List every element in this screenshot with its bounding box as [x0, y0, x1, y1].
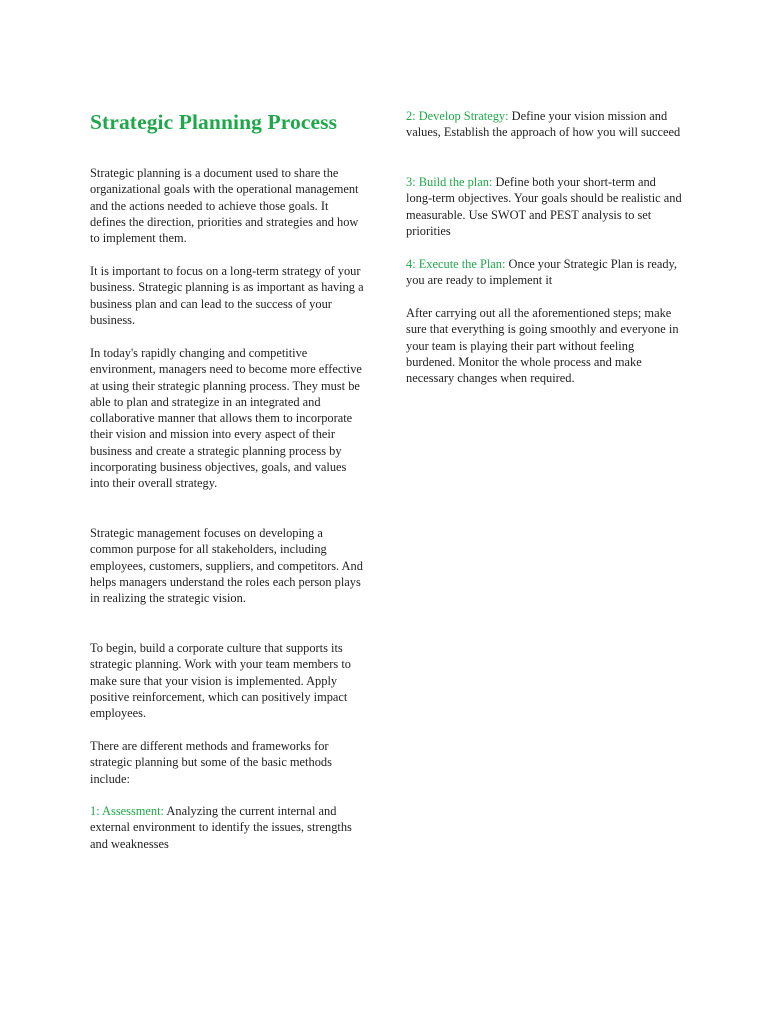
step-text: Define both your short-term and long-term objectives. Your goals should be realistic and measurable. Use SWOT and PEST analysis to set priorities [406, 175, 682, 238]
paragraph-management: Strategic management focuses on developing a common purpose for all stakeholders, including employees, customers, suppliers, and competitors. And helps managers understand the roles each person plays in realizing the strategic vision. [90, 526, 363, 606]
paragraph-importance: It is important to focus on a long-term strategy of your business. Strategic planning is as important as having a business plan and can lead to the success of your business. [90, 264, 364, 327]
paragraph-methods-intro: There are different methods and frameworks for strategic planning but some of the basic methods include: [90, 739, 332, 786]
paragraph-culture: To begin, build a corporate culture that supports its strategic planning. Work with your team members to make sure that your vision is implemented. Apply positive reinforcement, which can positively impact employees. [90, 641, 351, 721]
step-lead: 1: Assessment: [90, 804, 165, 818]
step-execute-plan [406, 256, 682, 289]
step-text: Analyzing the current internal and external environment to identify the issues, strengths and weaknesses [90, 804, 352, 851]
page-title: Strategic Planning Process [90, 110, 338, 134]
step-lead: 3: Build the plan: [406, 175, 493, 189]
paragraph-closing: After carrying out all the aforementioned steps; make sure that everything is going smoothly and everyone in your team is playing their part without feeling burdened. Monitor the whole process and make necessary changes when required. [406, 306, 679, 386]
paragraph-definition: Strategic planning is a document used to share the organizational goals with the operational management and the actions needed to achieve those goals. It defines the direction, priorities and strategies and how to implement them. [90, 166, 359, 246]
step-text: Define your vision mission and values, Establish the approach of how you will succeed [406, 109, 681, 140]
paragraph-environment: In today's rapidly changing and competitive environment, managers need to become more effective at using their strategic planning process. They must be able to plan and strategize in an integrated and collaborative manner that allows them to incorporate their vision and mission into every aspect of their business and create a strategic planning process by incorporating business objectives, goals, and values into their overall strategy. [90, 346, 362, 491]
step-develop-strategy [406, 108, 682, 141]
step-lead: 2: Develop Strategy: [406, 109, 509, 123]
step-lead: 4: Execute the Plan: [406, 257, 506, 271]
step-build-plan [406, 174, 682, 239]
step-text: Once your Strategic Plan is ready, you are ready to implement it [406, 257, 678, 288]
step-assessment [90, 803, 366, 852]
